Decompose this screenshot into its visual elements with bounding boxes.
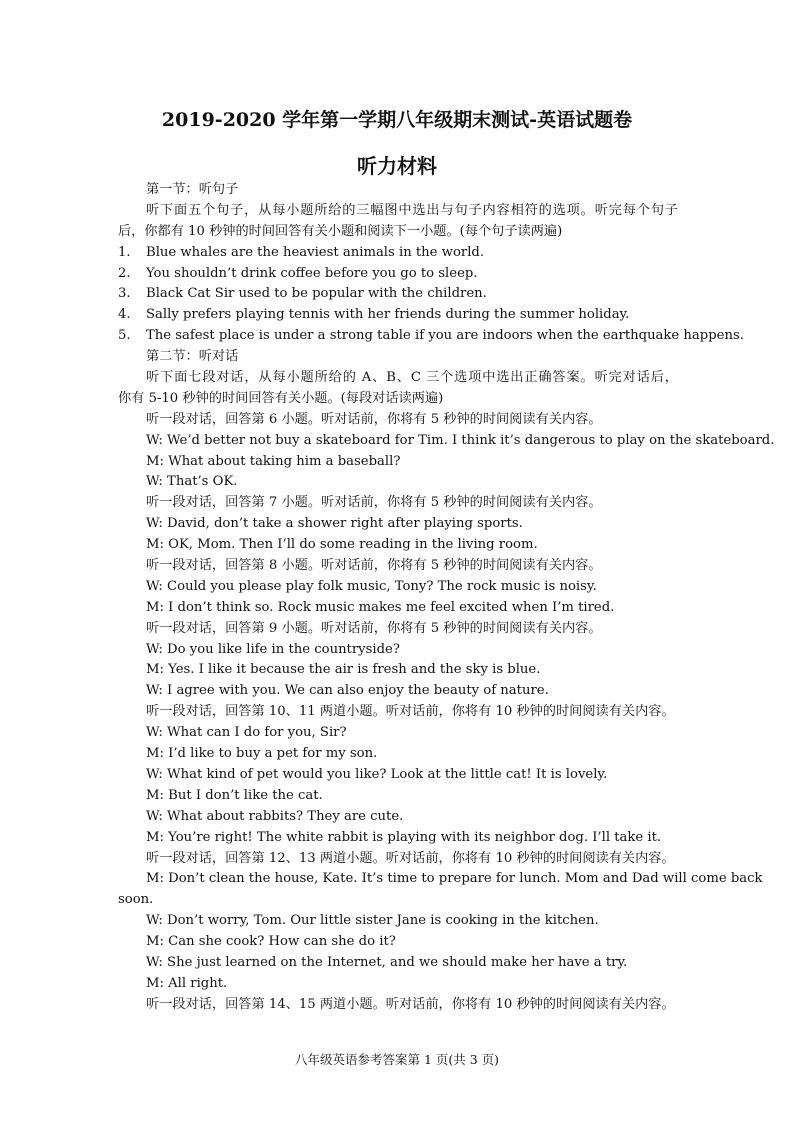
- item-text: The safest place is under a strong table if you are indoors when the earthquake happens.: [146, 328, 744, 344]
- dialogue-line: M: But I don’t like the cat.: [146, 787, 323, 803]
- dialogue-line: W: Do you like life in the countryside?: [146, 641, 400, 657]
- dialogue-line: M: You’re right! The white rabbit is playing with its neighbor dog. I’ll take it.: [146, 829, 662, 845]
- dialogue-line: W: David, don’t take a shower right after playing sports.: [146, 516, 523, 532]
- section2-heading: 第二节：听对话: [146, 349, 239, 365]
- dialogue-line: W: Could you please play folk music, Tony? The rock music is noisy.: [146, 578, 597, 594]
- dialogue-line: W: What kind of pet would you like? Look at the little cat! It is lovely.: [146, 766, 608, 782]
- dialogue-line: W: What about rabbits? They are cute.: [146, 808, 404, 824]
- item-number: 2.: [118, 265, 131, 281]
- list-item: [118, 284, 678, 305]
- item-text: Black Cat Sir used to be popular with the children.: [146, 286, 487, 302]
- dialogue-line-wrap: soon.: [118, 892, 154, 908]
- dialogue-line: M: I’d like to buy a pet for my son.: [146, 746, 378, 762]
- dialogue-line: W: We’d better not buy a skateboard for Tim. I think it’s dangerous to play on the skateboard.: [146, 432, 775, 448]
- dialogue-line: W: I agree with you. We can also enjoy the beauty of nature.: [146, 683, 549, 699]
- dialogue-line: M: Yes. I like it because the air is fresh and the sky is blue.: [146, 662, 541, 678]
- dialogue-line: M: What about taking him a baseball?: [146, 453, 401, 469]
- dialogue-line: W: Don’t worry, Tom. Our little sister Jane is cooking in the kitchen.: [146, 913, 599, 929]
- item-text: You shouldn’t drink coffee before you go to sleep.: [146, 265, 478, 281]
- document-body: [118, 180, 775, 1016]
- list-item: [118, 243, 678, 264]
- section2-instruction-line2: 你有 5-10 秒钟的时间回答有关小题。(每段对话读两遍): [118, 390, 444, 406]
- item-text: Blue whales are the heaviest animals in the world.: [146, 244, 485, 260]
- item-number: 4.: [118, 307, 131, 323]
- dialogue-line: 听一段对话，回答第 6 小题。听对话前，你将有 5 秒钟的时间阅读有关内容。: [146, 411, 602, 427]
- list-item: [118, 326, 744, 347]
- section2-instruction-line1: 听下面七段对话，从每小题所给的 A、B、C 三个选项中选出正确答案。听完对话后，: [146, 370, 678, 386]
- item-number: 1.: [118, 244, 131, 260]
- document-subtitle: 听力材料: [357, 154, 437, 178]
- item-text: Sally prefers playing tennis with her friends during the summer holiday.: [146, 307, 630, 323]
- item-number: 3.: [118, 286, 131, 302]
- dialogue-line: 听一段对话，回答第 12、13 两道小题。听对话前，你将有 10 秒钟的时间阅读有关内容。: [146, 850, 675, 866]
- dialogue-line: 听一段对话，回答第 10、11 两道小题。听对话前，你将有 10 秒钟的时间阅读有关内容。: [146, 704, 675, 720]
- dialogue-line: 听一段对话，回答第 7 小题。听对话前，你将有 5 秒钟的时间阅读有关内容。: [146, 495, 602, 511]
- document-title: 2019-2020 学年第一学期八年级期末测试-英语试题卷: [161, 109, 633, 131]
- list-item: [118, 305, 678, 326]
- item-number: 5.: [118, 328, 131, 344]
- dialogue-line: M: I don’t think so. Rock music makes me feel excited when I’m tired.: [146, 599, 615, 615]
- dialogue-line: M: All right.: [146, 975, 228, 991]
- dialogue-line: M: OK, Mom. Then I’ll do some reading in the living room.: [146, 537, 538, 553]
- page-footer: 八年级英语参考答案第 1 页(共 3 页): [294, 1052, 500, 1067]
- dialogue-line: 听一段对话，回答第 14、15 两道小题。听对话前，你将有 10 秒钟的时间阅读有关内容。: [146, 996, 675, 1012]
- dialogue-line: W: She just learned on the Internet, and we should make her have a try.: [146, 954, 628, 970]
- dialogue-line: M: Don’t clean the house, Kate. It’s time to prepare for lunch. Mom and Dad will come back: [146, 871, 763, 887]
- section1-heading: 第一节：听句子: [146, 182, 239, 197]
- dialogue-line: W: That’s OK.: [146, 474, 238, 490]
- dialogue-line: 听一段对话，回答第 8 小题。听对话前，你将有 5 秒钟的时间阅读有关内容。: [146, 558, 602, 574]
- dialogue-line: 听一段对话，回答第 9 小题。听对话前，你将有 5 秒钟的时间阅读有关内容。: [146, 620, 602, 636]
- section1-instruction-line1: 听下面五个句子，从每小题所给的三幅图中选出与句子内容相符的选项。听完每个句子: [146, 202, 678, 218]
- list-item: [118, 264, 678, 285]
- dialogue-line: M: Can she cook? How can she do it?: [146, 934, 396, 950]
- dialogue-line: W: What can I do for you, Sir?: [146, 725, 347, 741]
- section1-instruction-line2: 后，你都有 10 秒钟的时间回答有关小题和阅读下一小题。(每个句子读两遍): [118, 223, 563, 239]
